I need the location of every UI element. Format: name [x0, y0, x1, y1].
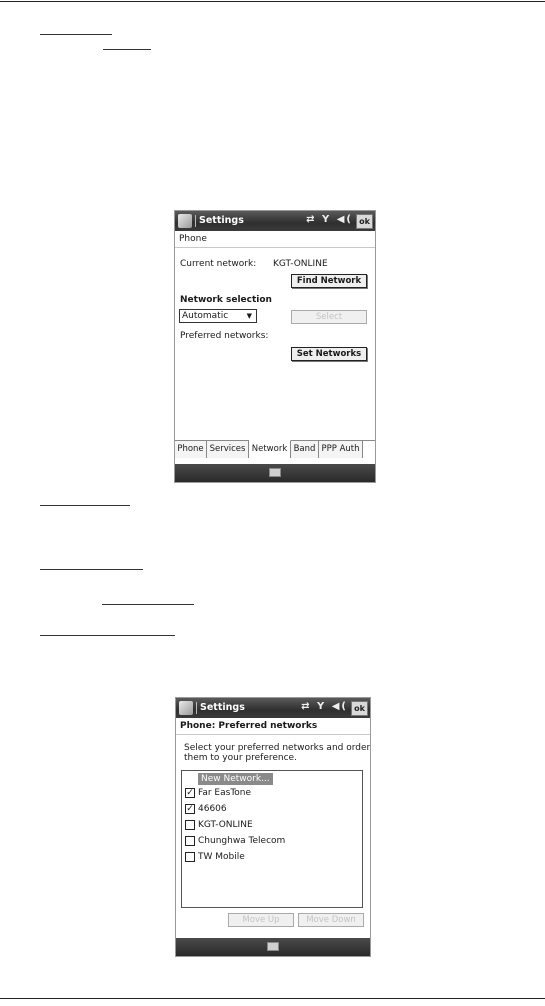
- menu-bar: [176, 938, 370, 956]
- underline-mark: [102, 604, 194, 605]
- keyboard-icon[interactable]: [269, 468, 281, 477]
- title-bar: [176, 698, 370, 718]
- page-top-rule: [0, 1, 545, 2]
- underline-mark: [40, 505, 130, 506]
- instruction-line-1: Select your preferred networks and order: [184, 743, 371, 753]
- ok-button[interactable]: ok: [351, 701, 368, 716]
- keyboard-icon[interactable]: [267, 942, 279, 951]
- network-name: Far EasTone: [198, 788, 252, 798]
- underline-mark: [40, 34, 112, 35]
- list-item[interactable]: [182, 834, 362, 848]
- title-separator: [196, 702, 197, 714]
- set-networks-button[interactable]: Set Networks: [291, 347, 367, 361]
- menu-bar: [175, 464, 375, 482]
- list-item[interactable]: [182, 818, 362, 832]
- network-name: TW Mobile: [198, 852, 245, 862]
- window-title: Settings: [200, 702, 245, 713]
- tab-ppp-auth[interactable]: PPP Auth: [319, 441, 363, 458]
- window-title: Settings: [199, 215, 244, 226]
- underline-mark: [103, 49, 151, 50]
- checkbox-unchecked-icon[interactable]: [185, 820, 195, 830]
- page-heading: Phone: [175, 231, 375, 248]
- preferred-networks-label: Preferred networks:: [180, 331, 269, 341]
- tab-network[interactable]: Network: [249, 440, 291, 458]
- list-item-new-network[interactable]: [182, 772, 362, 786]
- select-button[interactable]: Select: [291, 310, 367, 324]
- list-item[interactable]: [182, 786, 362, 800]
- move-down-button[interactable]: Move Down: [298, 913, 364, 927]
- checkbox-unchecked-icon[interactable]: [185, 852, 195, 862]
- network-name: 46606: [198, 804, 227, 814]
- screenshot-network-settings: [174, 210, 376, 483]
- windows-start-icon[interactable]: [178, 214, 192, 228]
- new-network-label: New Network...: [198, 773, 273, 785]
- list-item[interactable]: [182, 850, 362, 864]
- screenshot-preferred-networks: [175, 697, 371, 957]
- status-icons[interactable]: ⇄ Y ◀(: [301, 701, 348, 712]
- underline-mark: [40, 569, 143, 570]
- move-up-button[interactable]: Move Up: [228, 913, 294, 927]
- network-name: Chunghwa Telecom: [198, 836, 286, 846]
- network-selection-label: Network selection: [180, 295, 272, 305]
- windows-start-icon[interactable]: [179, 701, 193, 715]
- tab-services[interactable]: Services: [207, 441, 249, 458]
- current-network-value: KGT-ONLINE: [273, 259, 328, 269]
- checkbox-checked-icon[interactable]: ✓: [186, 804, 194, 814]
- tab-band[interactable]: Band: [291, 441, 319, 458]
- ok-button[interactable]: ok: [356, 214, 373, 229]
- instruction-line-2: them to your preference.: [184, 753, 297, 763]
- tab-phone[interactable]: Phone: [175, 441, 207, 458]
- title-separator: [195, 215, 196, 227]
- list-item[interactable]: [182, 802, 362, 816]
- network-name: KGT-ONLINE: [198, 820, 253, 830]
- current-network-label: Current network:: [180, 259, 257, 269]
- checkbox-unchecked-icon[interactable]: [185, 836, 195, 846]
- preferred-networks-list[interactable]: [181, 770, 363, 908]
- dropdown-arrow-icon: ▼: [246, 312, 252, 320]
- network-selection-dropdown[interactable]: [179, 309, 257, 323]
- checkbox-checked-icon[interactable]: ✓: [186, 788, 194, 798]
- page-heading: Phone: Preferred networks: [176, 718, 370, 735]
- underline-mark: [40, 635, 175, 636]
- network-selection-value: Automatic: [182, 311, 229, 321]
- tab-bar: [175, 440, 375, 459]
- status-icons[interactable]: ⇄ Y ◀(: [306, 214, 353, 225]
- title-bar: [175, 211, 375, 231]
- find-network-button[interactable]: Find Network: [291, 274, 367, 288]
- page-bottom-rule: [0, 998, 545, 999]
